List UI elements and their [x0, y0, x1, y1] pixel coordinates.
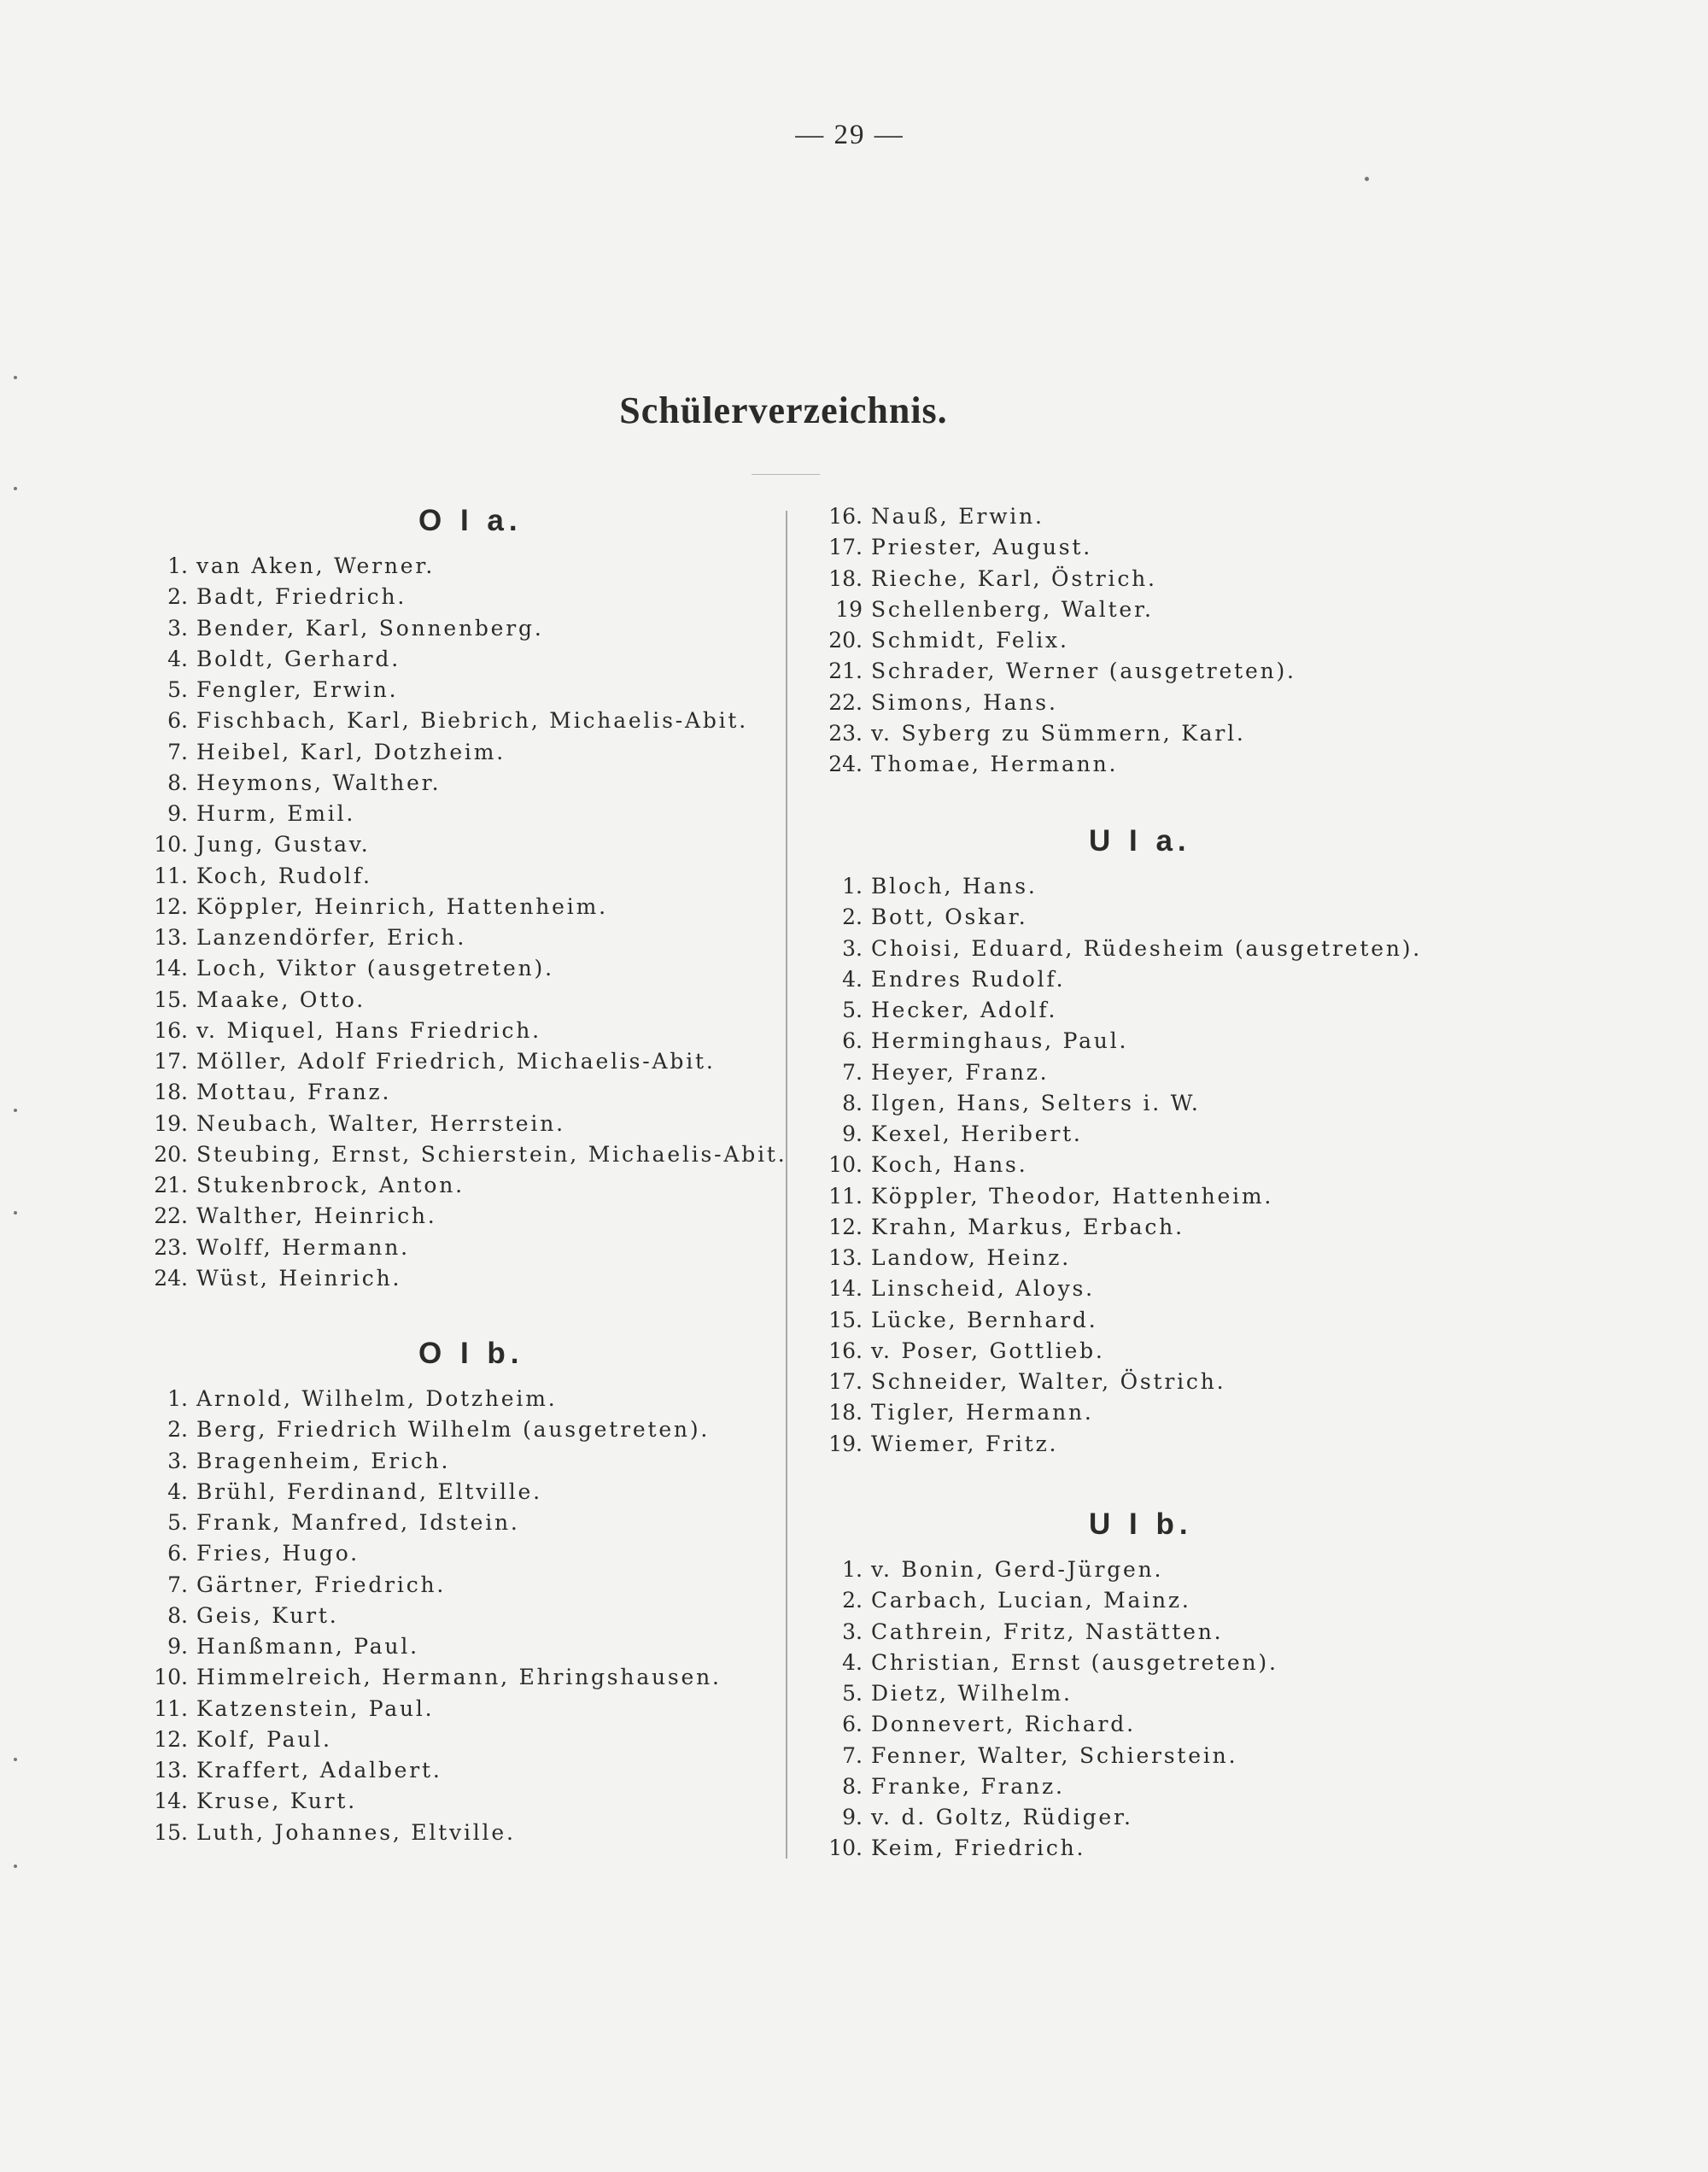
entry-number: 18. [828, 1400, 863, 1426]
entry-number: 16. [828, 504, 863, 529]
entry-name: Berg, Friedrich Wilhelm (ausgetreten). [196, 1417, 711, 1443]
entry-number: 4. [842, 966, 863, 992]
student-entry [145, 613, 777, 644]
entry-name: Wüst, Heinrich. [196, 1265, 402, 1291]
entry-number: 5. [842, 998, 863, 1022]
entry-number: 4. [167, 646, 188, 671]
entry-name: van Aken, Werner. [196, 553, 436, 578]
entry-name: Fischbach, Karl, Biebrich, Michaelis-Abit. [196, 708, 749, 734]
student-entry [820, 1429, 1520, 1460]
student-entry [145, 1263, 777, 1294]
student-entry [820, 1088, 1520, 1119]
student-entry [145, 1570, 777, 1601]
entry-name: Schellenberg, Walter. [871, 596, 1154, 622]
entry-name: Landow, Heinz. [871, 1245, 1071, 1270]
entry-number: 6. [842, 1028, 863, 1054]
entry-name: Heymons, Walther. [196, 770, 442, 795]
entry-name: v. Poser, Gottlieb. [871, 1338, 1105, 1363]
student-entry [145, 1170, 777, 1201]
entry-number: 16. [154, 1017, 188, 1043]
student-entry [145, 861, 777, 892]
student-entry [145, 985, 777, 1016]
student-entry [145, 705, 777, 736]
student-entry [820, 1802, 1520, 1833]
entry-name: Brühl, Ferdinand, Eltville. [196, 1478, 542, 1504]
student-entry [145, 1414, 777, 1445]
entry-number: 7. [842, 1059, 863, 1085]
entry-name: Fries, Hugo. [196, 1541, 360, 1566]
entry-name: Köppler, Theodor, Hattenheim. [871, 1183, 1274, 1209]
student-entry [820, 1833, 1520, 1864]
entry-number: 5. [167, 677, 188, 702]
entry-number: 1. [167, 1386, 188, 1411]
entry-name: Steubing, Ernst, Schierstein, Michaelis-Abit. [196, 1141, 787, 1167]
entry-name: Koch, Rudolf. [196, 863, 372, 888]
student-entry [820, 871, 1520, 902]
entry-name: Bott, Oskar. [871, 905, 1028, 930]
entry-number: 14. [828, 1276, 863, 1302]
entry-name: Walther, Heinrich. [196, 1203, 437, 1229]
entry-number: 11. [154, 1695, 188, 1721]
entry-name: Kruse, Kurt. [196, 1789, 358, 1814]
student-entry [820, 656, 1520, 687]
entry-name: Himmelreich, Hermann, Ehringshausen. [196, 1665, 722, 1690]
entry-number: 17. [828, 535, 863, 560]
entry-number: 20. [828, 628, 863, 653]
entry-number: 10. [154, 1665, 188, 1690]
student-entry [820, 1397, 1520, 1428]
entry-name: v. Syberg zu Sümmern, Karl. [871, 720, 1246, 746]
entry-number: 20. [154, 1141, 188, 1167]
entry-number: 22. [828, 689, 863, 715]
student-entry [145, 1201, 777, 1232]
student-entry [820, 1585, 1520, 1616]
class-section-o1b-continued [820, 501, 1520, 780]
entry-number: 13. [154, 1758, 188, 1783]
entry-name: Maake, Otto. [196, 986, 366, 1012]
entry-number: 12. [828, 1214, 863, 1239]
entry-name: Badt, Friedrich. [196, 584, 407, 610]
student-entry [145, 1046, 777, 1077]
entry-name: Herminghaus, Paul. [871, 1028, 1129, 1054]
student-entry [820, 625, 1520, 656]
entry-number: 7. [842, 1742, 863, 1768]
entry-number: 15. [828, 1307, 863, 1332]
entry-name: Bender, Karl, Sonnenberg. [196, 615, 544, 641]
entry-number: 8. [167, 1602, 188, 1628]
entry-name: Donnevert, Richard. [871, 1712, 1136, 1737]
entry-number: 21. [154, 1173, 188, 1197]
student-list-u1a [820, 871, 1520, 1460]
student-entry [820, 1771, 1520, 1802]
entry-name: Schneider, Walter, Östrich. [871, 1369, 1226, 1394]
student-entry [820, 501, 1520, 532]
scan-speck [14, 1211, 17, 1215]
entry-name: Choisi, Eduard, Rüdesheim (ausgetreten). [871, 935, 1423, 961]
student-entry [145, 737, 777, 768]
entry-number: 13. [154, 925, 188, 950]
class-section-o1a [145, 491, 787, 1294]
student-entry [820, 1150, 1520, 1180]
entry-number: 4. [167, 1478, 188, 1504]
entry-number: 19 [835, 596, 863, 622]
entry-number: 6. [167, 708, 188, 734]
scan-speck [14, 1865, 17, 1868]
student-entry [145, 1601, 777, 1631]
entry-number: 15. [154, 986, 188, 1012]
entry-number: 21. [828, 659, 863, 684]
entry-name: Thomae, Hermann. [871, 752, 1119, 776]
entry-number: 7. [167, 739, 188, 764]
student-entry [145, 1631, 777, 1662]
page-number: — 29 — [795, 120, 904, 150]
student-entry [820, 1367, 1520, 1397]
student-entry [145, 1538, 777, 1569]
entry-number: 10. [828, 1152, 863, 1178]
student-entry [145, 1446, 777, 1477]
student-entry [145, 551, 777, 582]
class-section-u1b [820, 1495, 1520, 1865]
student-entry [820, 1709, 1520, 1740]
student-entry [820, 1741, 1520, 1771]
student-entry [820, 749, 1520, 780]
student-entry [145, 799, 777, 829]
entry-name: Nauß, Erwin. [871, 504, 1044, 529]
entry-name: Hecker, Adolf. [871, 998, 1058, 1022]
student-entry [145, 1232, 777, 1263]
entry-number: 14. [154, 1789, 188, 1814]
entry-name: Köppler, Heinrich, Hattenheim. [196, 893, 608, 919]
student-entry [145, 1077, 777, 1108]
entry-number: 2. [167, 1417, 188, 1443]
student-entry [820, 1026, 1520, 1057]
entry-number: 4. [842, 1649, 863, 1675]
entry-number: 3. [167, 615, 188, 641]
entry-number: 3. [842, 935, 863, 961]
student-entry [145, 768, 777, 799]
entry-number: 15. [154, 1819, 188, 1845]
entry-name: Christian, Ernst (ausgetreten). [871, 1649, 1278, 1675]
student-entry [145, 1662, 777, 1693]
entry-number: 11. [154, 863, 188, 888]
entry-name: Koch, Hans. [871, 1152, 1028, 1178]
entry-name: Linscheid, Aloys. [871, 1276, 1095, 1302]
student-entry [820, 1212, 1520, 1243]
student-entry [145, 1755, 777, 1786]
entry-name: Lücke, Bernhard. [871, 1307, 1098, 1332]
entry-number: 5. [167, 1510, 188, 1535]
entry-number: 8. [167, 770, 188, 795]
entry-name: Priester, August. [871, 535, 1093, 560]
entry-number: 16. [828, 1338, 863, 1363]
scan-speck [14, 1109, 17, 1112]
student-entry [145, 1384, 777, 1414]
entry-number: 22. [154, 1203, 188, 1229]
student-list-u1b [820, 1554, 1520, 1865]
title-rule [752, 474, 820, 475]
entry-name: Tigler, Hermann. [871, 1400, 1094, 1426]
entry-number: 7. [167, 1572, 188, 1597]
scan-speck [14, 376, 17, 379]
entry-name: Dietz, Wilhelm. [871, 1681, 1073, 1706]
student-entry [820, 1678, 1520, 1709]
entry-number: 9. [842, 1121, 863, 1146]
student-entry [820, 594, 1520, 625]
entry-name: Möller, Adolf Friedrich, Michaelis-Abit. [196, 1049, 716, 1074]
entry-name: v. d. Goltz, Rüdiger. [871, 1805, 1133, 1830]
student-entry [145, 1818, 777, 1848]
entry-name: Fengler, Erwin. [196, 677, 399, 702]
entry-name: Mottau, Franz. [196, 1080, 392, 1105]
entry-number: 8. [842, 1773, 863, 1799]
entry-number: 10. [828, 1835, 863, 1861]
entry-number: 14. [154, 956, 188, 981]
entry-name: Schmidt, Felix. [871, 628, 1069, 653]
entry-number: 23. [154, 1234, 188, 1260]
student-entry [820, 1336, 1520, 1367]
entry-number: 1. [167, 553, 188, 578]
entry-name: Rieche, Karl, Östrich. [871, 565, 1157, 591]
entry-number: 24. [154, 1265, 188, 1291]
entry-number: 24. [828, 752, 863, 776]
student-entry [820, 964, 1520, 995]
entry-number: 1. [842, 874, 863, 899]
entry-name: Keim, Friedrich. [871, 1835, 1086, 1861]
entry-number: 8. [842, 1090, 863, 1115]
entry-number: 2. [167, 584, 188, 610]
entry-name: v. Bonin, Gerd-Jürgen. [871, 1557, 1164, 1582]
entry-number: 12. [154, 893, 188, 919]
entry-number: 18. [828, 565, 863, 591]
entry-number: 1. [842, 1557, 863, 1582]
student-entry [145, 1724, 777, 1755]
student-entry [820, 1554, 1520, 1585]
entry-name: Hurm, Emil. [196, 801, 356, 826]
entry-name: Bragenheim, Erich. [196, 1448, 451, 1473]
scan-speck [14, 1758, 17, 1761]
student-list-o1a [145, 551, 787, 1294]
entry-name: Kexel, Heribert. [871, 1121, 1083, 1146]
entry-name: Endres Rudolf. [871, 966, 1066, 992]
entry-number: 18. [154, 1080, 188, 1105]
entry-number: 3. [842, 1619, 863, 1644]
page-title: Schülerverzeichnis. [619, 389, 948, 431]
student-entry [820, 564, 1520, 594]
entry-number: 2. [842, 905, 863, 930]
entry-name: Schrader, Werner (ausgetreten). [871, 659, 1296, 684]
student-entry [820, 532, 1520, 563]
student-entry [820, 934, 1520, 964]
student-entry [145, 644, 777, 675]
class-heading-u1a: U I a. [1089, 824, 1191, 858]
student-entry [145, 1016, 777, 1046]
entry-name: Kolf, Paul. [196, 1726, 332, 1752]
entry-number: 6. [167, 1541, 188, 1566]
entry-number: 13. [828, 1245, 863, 1270]
entry-name: Geis, Kurt. [196, 1602, 339, 1628]
student-entry [145, 1477, 777, 1508]
entry-name: Jung, Gustav. [196, 832, 371, 858]
entry-name: Gärtner, Friedrich. [196, 1572, 447, 1597]
student-entry [145, 582, 777, 612]
entry-number: 2. [842, 1588, 863, 1613]
student-entry [145, 892, 777, 922]
entry-number: 9. [167, 1634, 188, 1659]
entry-number: 3. [167, 1448, 188, 1473]
student-entry [145, 1139, 787, 1170]
class-section-o1b [145, 1324, 777, 1848]
class-section-u1a [820, 811, 1520, 1460]
class-heading-o1b: O I b. [418, 1337, 524, 1370]
entry-number: 19. [828, 1431, 863, 1456]
entry-number: 12. [154, 1726, 188, 1752]
entry-name: Bloch, Hans. [871, 874, 1038, 899]
entry-name: Katzenstein, Paul. [196, 1695, 435, 1721]
entry-name: Krahn, Markus, Erbach. [871, 1214, 1184, 1239]
entry-number: 17. [828, 1369, 863, 1394]
entry-number: 19. [154, 1110, 188, 1136]
entry-number: 9. [842, 1805, 863, 1830]
student-entry [820, 995, 1520, 1026]
entry-name: Stukenbrock, Anton. [196, 1173, 465, 1197]
student-entry [820, 688, 1520, 718]
entry-name: Simons, Hans. [871, 689, 1058, 715]
student-entry [145, 1109, 777, 1139]
student-entry [820, 1648, 1520, 1678]
student-entry [145, 953, 777, 984]
entry-number: 10. [154, 832, 188, 858]
student-entry [820, 1181, 1520, 1212]
entry-name: Heyer, Franz. [871, 1059, 1050, 1085]
scan-speck [14, 487, 17, 490]
student-entry [145, 1786, 777, 1817]
entry-name: Luth, Johannes, Eltville. [196, 1819, 516, 1845]
entry-number: 17. [154, 1049, 188, 1074]
entry-name: Ilgen, Hans, Selters i. W. [871, 1090, 1201, 1115]
column-divider [786, 511, 787, 1859]
class-heading-u1b: U I b. [1089, 1508, 1193, 1541]
entry-number: 11. [828, 1183, 863, 1209]
student-entry [820, 1243, 1520, 1273]
entry-name: Loch, Viktor (ausgetreten). [196, 956, 554, 981]
student-entry [145, 922, 777, 953]
entry-name: Frank, Manfred, Idstein. [196, 1510, 520, 1535]
student-list-o1b [145, 1384, 777, 1848]
class-heading-o1a: O I a. [418, 504, 523, 537]
student-entry [820, 1273, 1520, 1304]
entry-name: Neubach, Walter, Herrstein. [196, 1110, 565, 1136]
student-entry [145, 1508, 777, 1538]
student-entry [820, 1057, 1520, 1088]
entry-number: 6. [842, 1712, 863, 1737]
entry-name: Boldt, Gerhard. [196, 646, 401, 671]
student-entry [145, 1694, 777, 1724]
student-entry [820, 1305, 1520, 1336]
student-entry [820, 902, 1520, 933]
student-list-o1b-continued [820, 501, 1520, 780]
student-entry [820, 1119, 1520, 1150]
entry-name: Franke, Franz. [871, 1773, 1065, 1799]
entry-name: Lanzendörfer, Erich. [196, 925, 467, 950]
student-entry [820, 718, 1520, 749]
entry-name: Fenner, Walter, Schierstein. [871, 1742, 1238, 1768]
entry-name: Cathrein, Fritz, Nastätten. [871, 1619, 1224, 1644]
student-entry [145, 829, 777, 860]
entry-name: Arnold, Wilhelm, Dotzheim. [196, 1386, 558, 1411]
entry-number: 5. [842, 1681, 863, 1706]
entry-name: Wolff, Hermann. [196, 1234, 410, 1260]
entry-name: Wiemer, Fritz. [871, 1431, 1059, 1456]
student-entry [820, 1617, 1520, 1648]
entry-name: Kraffert, Adalbert. [196, 1758, 442, 1783]
entry-number: 23. [828, 720, 863, 746]
entry-name: Carbach, Lucian, Mainz. [871, 1588, 1191, 1613]
entry-number: 9. [167, 801, 188, 826]
entry-name: v. Miquel, Hans Friedrich. [196, 1017, 541, 1043]
student-entry [145, 675, 777, 705]
scan-speck [1365, 177, 1369, 181]
entry-name: Heibel, Karl, Dotzheim. [196, 739, 506, 764]
entry-name: Hanßmann, Paul. [196, 1634, 419, 1659]
